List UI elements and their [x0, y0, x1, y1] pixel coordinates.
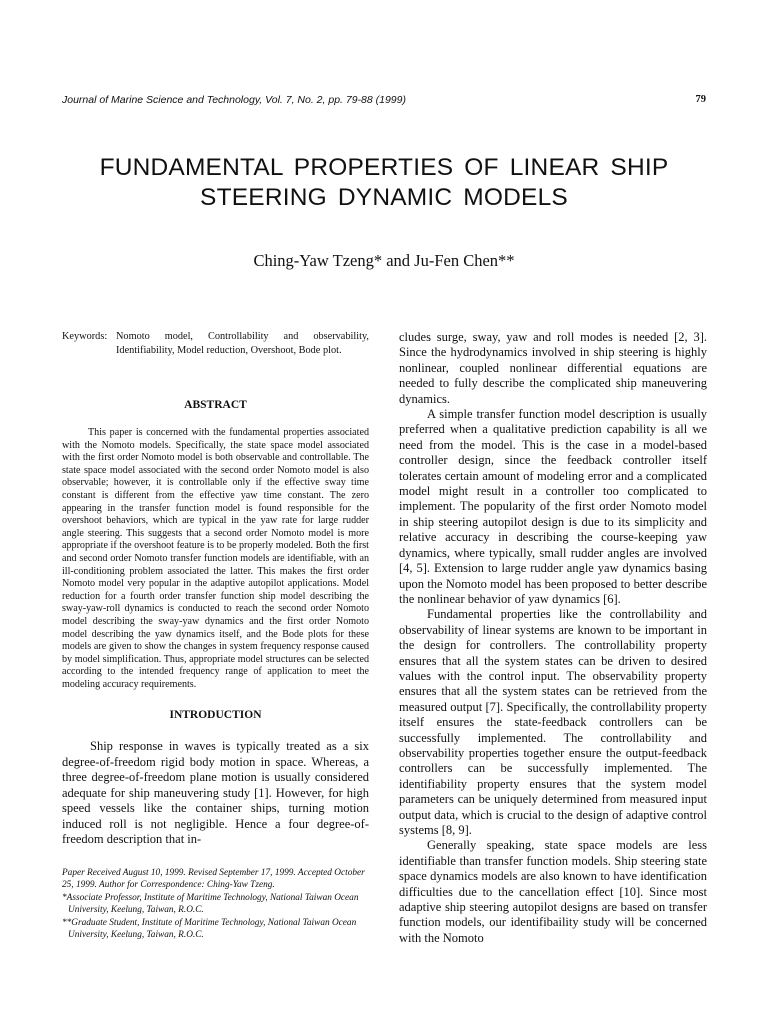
author-list: Ching-Yaw Tzeng* and Ju-Fen Chen** [253, 251, 515, 270]
keywords-text: Nomoto model, Controllability and observability, Identifiability, Model reduction, Overshoot, Bode plot. [116, 331, 369, 356]
body-paragraph-1: cludes surge, sway, yaw and roll modes is needed [2, 3]. Since the hydrodynamics involved in ship steering is highly nonlinear, coupled nonlinear differential equations are needed to fully describe the complicated ship maneuvering dynamics. [399, 330, 707, 406]
paper-title-line-2: STEERING DYNAMIC MODELS [200, 184, 568, 211]
footnote-received: Paper Received August 10, 1999. Revised September 17, 1999. Accepted October 25, 1999. Author for Correspondence: Ching-Yaw Tzeng. [62, 868, 365, 891]
right-column [399, 330, 707, 946]
page-number: 79 [695, 94, 706, 105]
footnote-affiliation-2: **Graduate Student, Institute of Maritime Technology, National Taiwan Ocean University, Keelung, Taiwan, R.O.C. [62, 917, 357, 941]
paper-title-line-1: FUNDAMENTAL PROPERTIES OF LINEAR SHIP [99, 154, 669, 181]
footnotes [62, 867, 369, 941]
body-paragraph-3: Fundamental properties like the controllability and observability of linear systems are known to be important in the design for controllers. The controllability property ensures that all the system states can be driven to desired values with the control input. The observability property ensures that all the system states can be retrieved from the measured output [7]. Specifically, the controllability property itself ensures the state-feedback controllers can be successfully implemented. The controllability and observability properties together ensure the output-feedback controllers can be successfully implemented. The identifiability property ensures that the system model parameters can be uniquely determined from measured input output data, which is crucial to the design of adaptive control systems [8, 9]. [399, 607, 707, 837]
introduction-heading: INTRODUCTION [169, 709, 262, 722]
introduction-paragraph: Ship response in waves is typically treated as a six degree-of-freedom rigid body motion in space. Whereas, a three degree-of-freedom plane motion is usually considered adequate for ship maneuvering study [1]. However, for high speed vessels like the container ships, turning motion induced roll is not negligible. Hence a four degree-of-freedom description that in- [62, 739, 369, 846]
body-paragraph-4: Generally speaking, state space models are less identifiable than transfer function models. Ship steering state space dynamics models are also known to have identification difficulties due to the cancellation effect [10]. Since most adaptive ship steering autopilot designs are based on transfer function models, our identifibaility study will be concerned with the Nomoto [399, 838, 707, 945]
abstract-heading: ABSTRACT [184, 399, 247, 411]
left-column [62, 330, 369, 847]
keywords-label: Keywords: [62, 331, 108, 342]
footnote-affiliation-1: *Associate Professor, Institute of Maritime Technology, National Taiwan Ocean University, Keelung, Taiwan, R.O.C. [62, 892, 359, 916]
body-paragraph-2: A simple transfer function model description is usually preferred when a qualitative prediction capability is all we need from the model. This is the case in a model-based controller design, since the feedback controller itself tolerates certain amount of modeling error and a complicated model might result in a controller too complicated to implement. The popularity of the first order Nomoto model in ship steering autopilot design is due to its simplicity and relative accuracy in describing the course-keeping yaw dynamics, where typically, small rudder angles are involved [4, 5]. Extension to large rudder angle yaw dynamics basing upon the Nomoto model has been proposed to better describe the nonlinear behavior of yaw dynamics [6]. [399, 407, 707, 606]
abstract-body: This paper is concerned with the fundamental properties associated with the Nomoto models. Specifically, the state space model associated with the first order Nomoto model is both observable and controllable. The state space model associated with the second order Nomoto model is also observable; however, it is controllable only if the effective sway time constant is different from the effective yaw time constant. The zero appearing in the transfer function model is found responsible for the overshoot behaviors, which are typical in the yaw rate for large rudder angle steering. This suggests that a second order Nomoto model is more appropriate if the overshoot feature is to be properly modeled. Both the first and second order Nomoto transfer function models are identifiable, with an ill-conditioning problem associated the latter. This makes the first order Nomoto model very popular in the adaptive autopilot applications. Model reduction for a fourth order transfer function ship model describing the sway-yaw-roll dynamics is conducted to reach the second order Nomoto model describing the sway-yaw dynamics and the first order Nomoto model describing the yaw dynamics itself, and the Bode plots for these models are given to show the changes in system frequency response caused by model simplification. Thus, appropriate model structures can be selected according to the intended frequency range of application to meet the modeling accuracy requirements. [62, 427, 369, 690]
journal-citation: Journal of Marine Science and Technology, Vol. 7, No. 2, pp. 79-88 (1999) [62, 94, 406, 106]
paper-title [40, 153, 728, 213]
keywords [62, 330, 369, 358]
